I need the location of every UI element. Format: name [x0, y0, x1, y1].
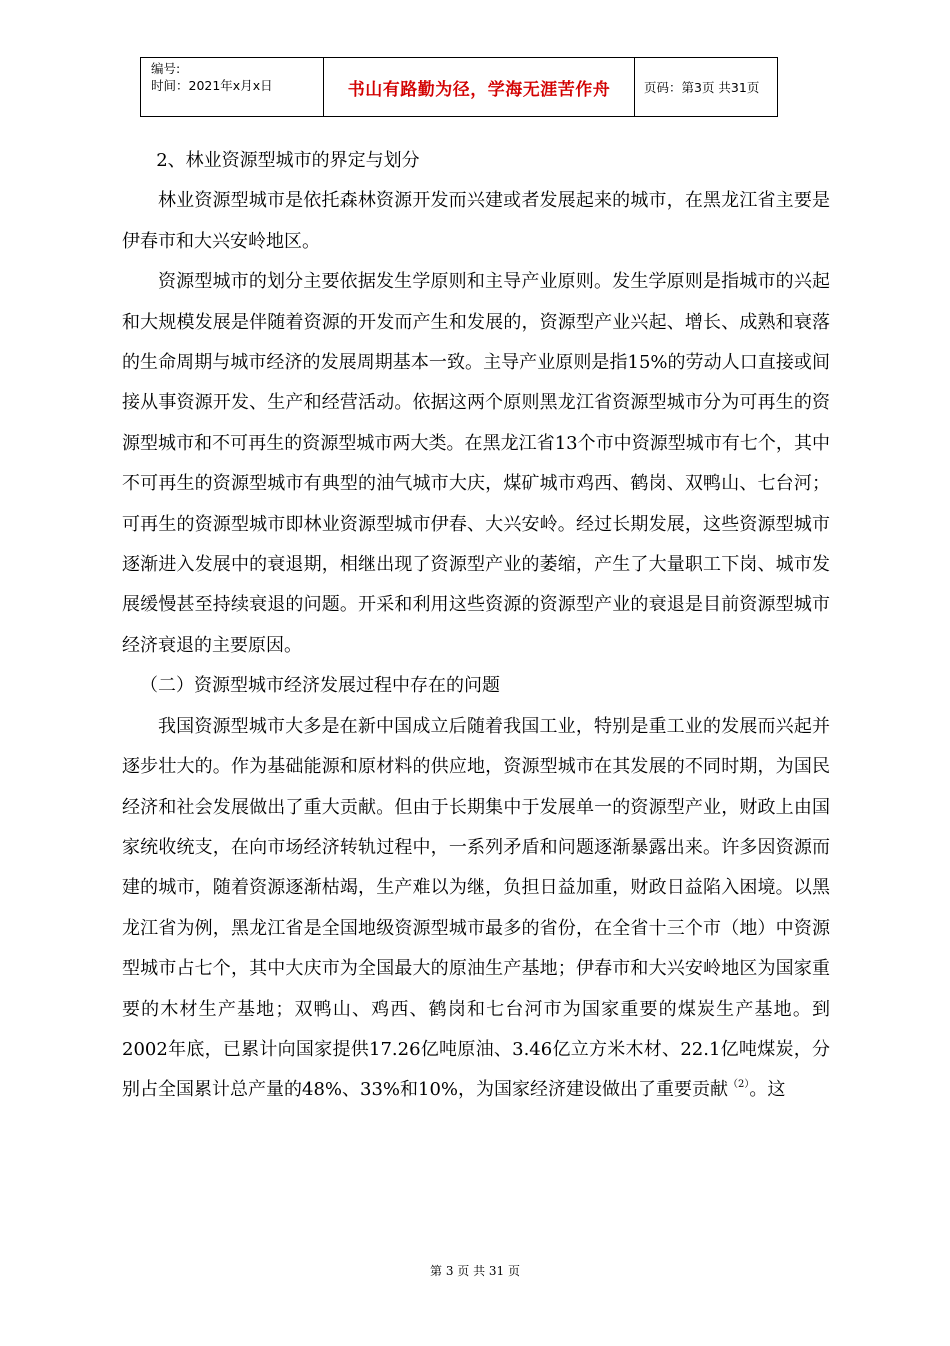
- citation-ref: （2）: [728, 1079, 750, 1091]
- header-meta-cell: [141, 58, 324, 117]
- paragraph: [122, 707, 830, 1111]
- paragraph-text: 我国资源型城市大多是在新中国成立后随着我国工业，特别是重工业的发展而兴起并逐步壮大的。作为基础能源和原材料的供应地，资源型城市在其发展的不同时期，为国民经济和社会发展做出了重大贡献。但由于长期集中于发展单一的资源型产业，财政上由国家统收统支，在向市场经济转轨过程中，一系列矛盾和问题逐渐暴露出来。许多因资源而建的城市，随着资源逐渐枯竭，生产难以为继，负担日益加重，财政日益陷入困境。以黑龙江省为例，黑龙江省是全国地级资源型城市最多的省份，在全省十三个市（地）中资源型城市占七个，其中大庆市为全国最大的原油生产基地；伊春市和大兴安岭地区为国家重要的木材生产基地；双鸭山、鸡西、鹤岗和七台河市为国家重要的煤炭生产基地。到2002年底，已累计向国家提供17.26亿吨原油、3.46亿立方米木材、22.1亿吨煤炭，分别占全国累计总产量的48%、33%和10%，为国家经济建设做出了重要贡献: [122, 715, 830, 1101]
- header-motto: 书山有路勤为径，学海无涯苦作舟: [324, 58, 635, 117]
- time-label: 时间：2021年x月x日: [151, 78, 273, 93]
- header-page-info: 页码：第3页 共31页: [635, 58, 778, 117]
- document-body: [122, 141, 830, 1111]
- paragraph-tail: 。这: [749, 1079, 786, 1101]
- paragraph: 资源型城市的划分主要依据发生学原则和主导产业原则。发生学原则是指城市的兴起和大规模发展是伴随着资源的开发而产生和发展的，资源型产业兴起、增长、成熟和衰落的生命周期与城市经济的发展周期基本一致。主导产业原则是指15%的劳动人口直接或间接从事资源开发、生产和经营活动。依据这两个原则黑龙江省资源型城市分为可再生的资源型城市和不可再生的资源型城市两大类。在黑龙江省13个市中资源型城市有七个，其中不可再生的资源型城市有典型的油气城市大庆，煤矿城市鸡西、鹤岗、双鸭山、七台河；可再生的资源型城市即林业资源型城市伊春、大兴安岭。经过长期发展，这些资源型城市逐渐进入发展中的衰退期，相继出现了资源型产业的萎缩，产生了大量职工下岗、城市发展缓慢甚至持续衰退的问题。开采和利用这些资源的资源型产业的衰退是目前资源型城市经济衰退的主要原因。: [122, 271, 830, 656]
- page-footer: 第 3 页 共 31 页: [430, 1264, 520, 1278]
- number-label: 编号:: [151, 61, 181, 76]
- page-header: [140, 57, 778, 117]
- section-subheading: （二）资源型城市经济发展过程中存在的问题: [140, 675, 500, 697]
- paragraph: 林业资源型城市是依托森林资源开发而兴建或者发展起来的城市，在黑龙江省主要是伊春市和大兴安岭地区。: [122, 190, 830, 252]
- section-heading: 2、林业资源型城市的界定与划分: [156, 150, 420, 171]
